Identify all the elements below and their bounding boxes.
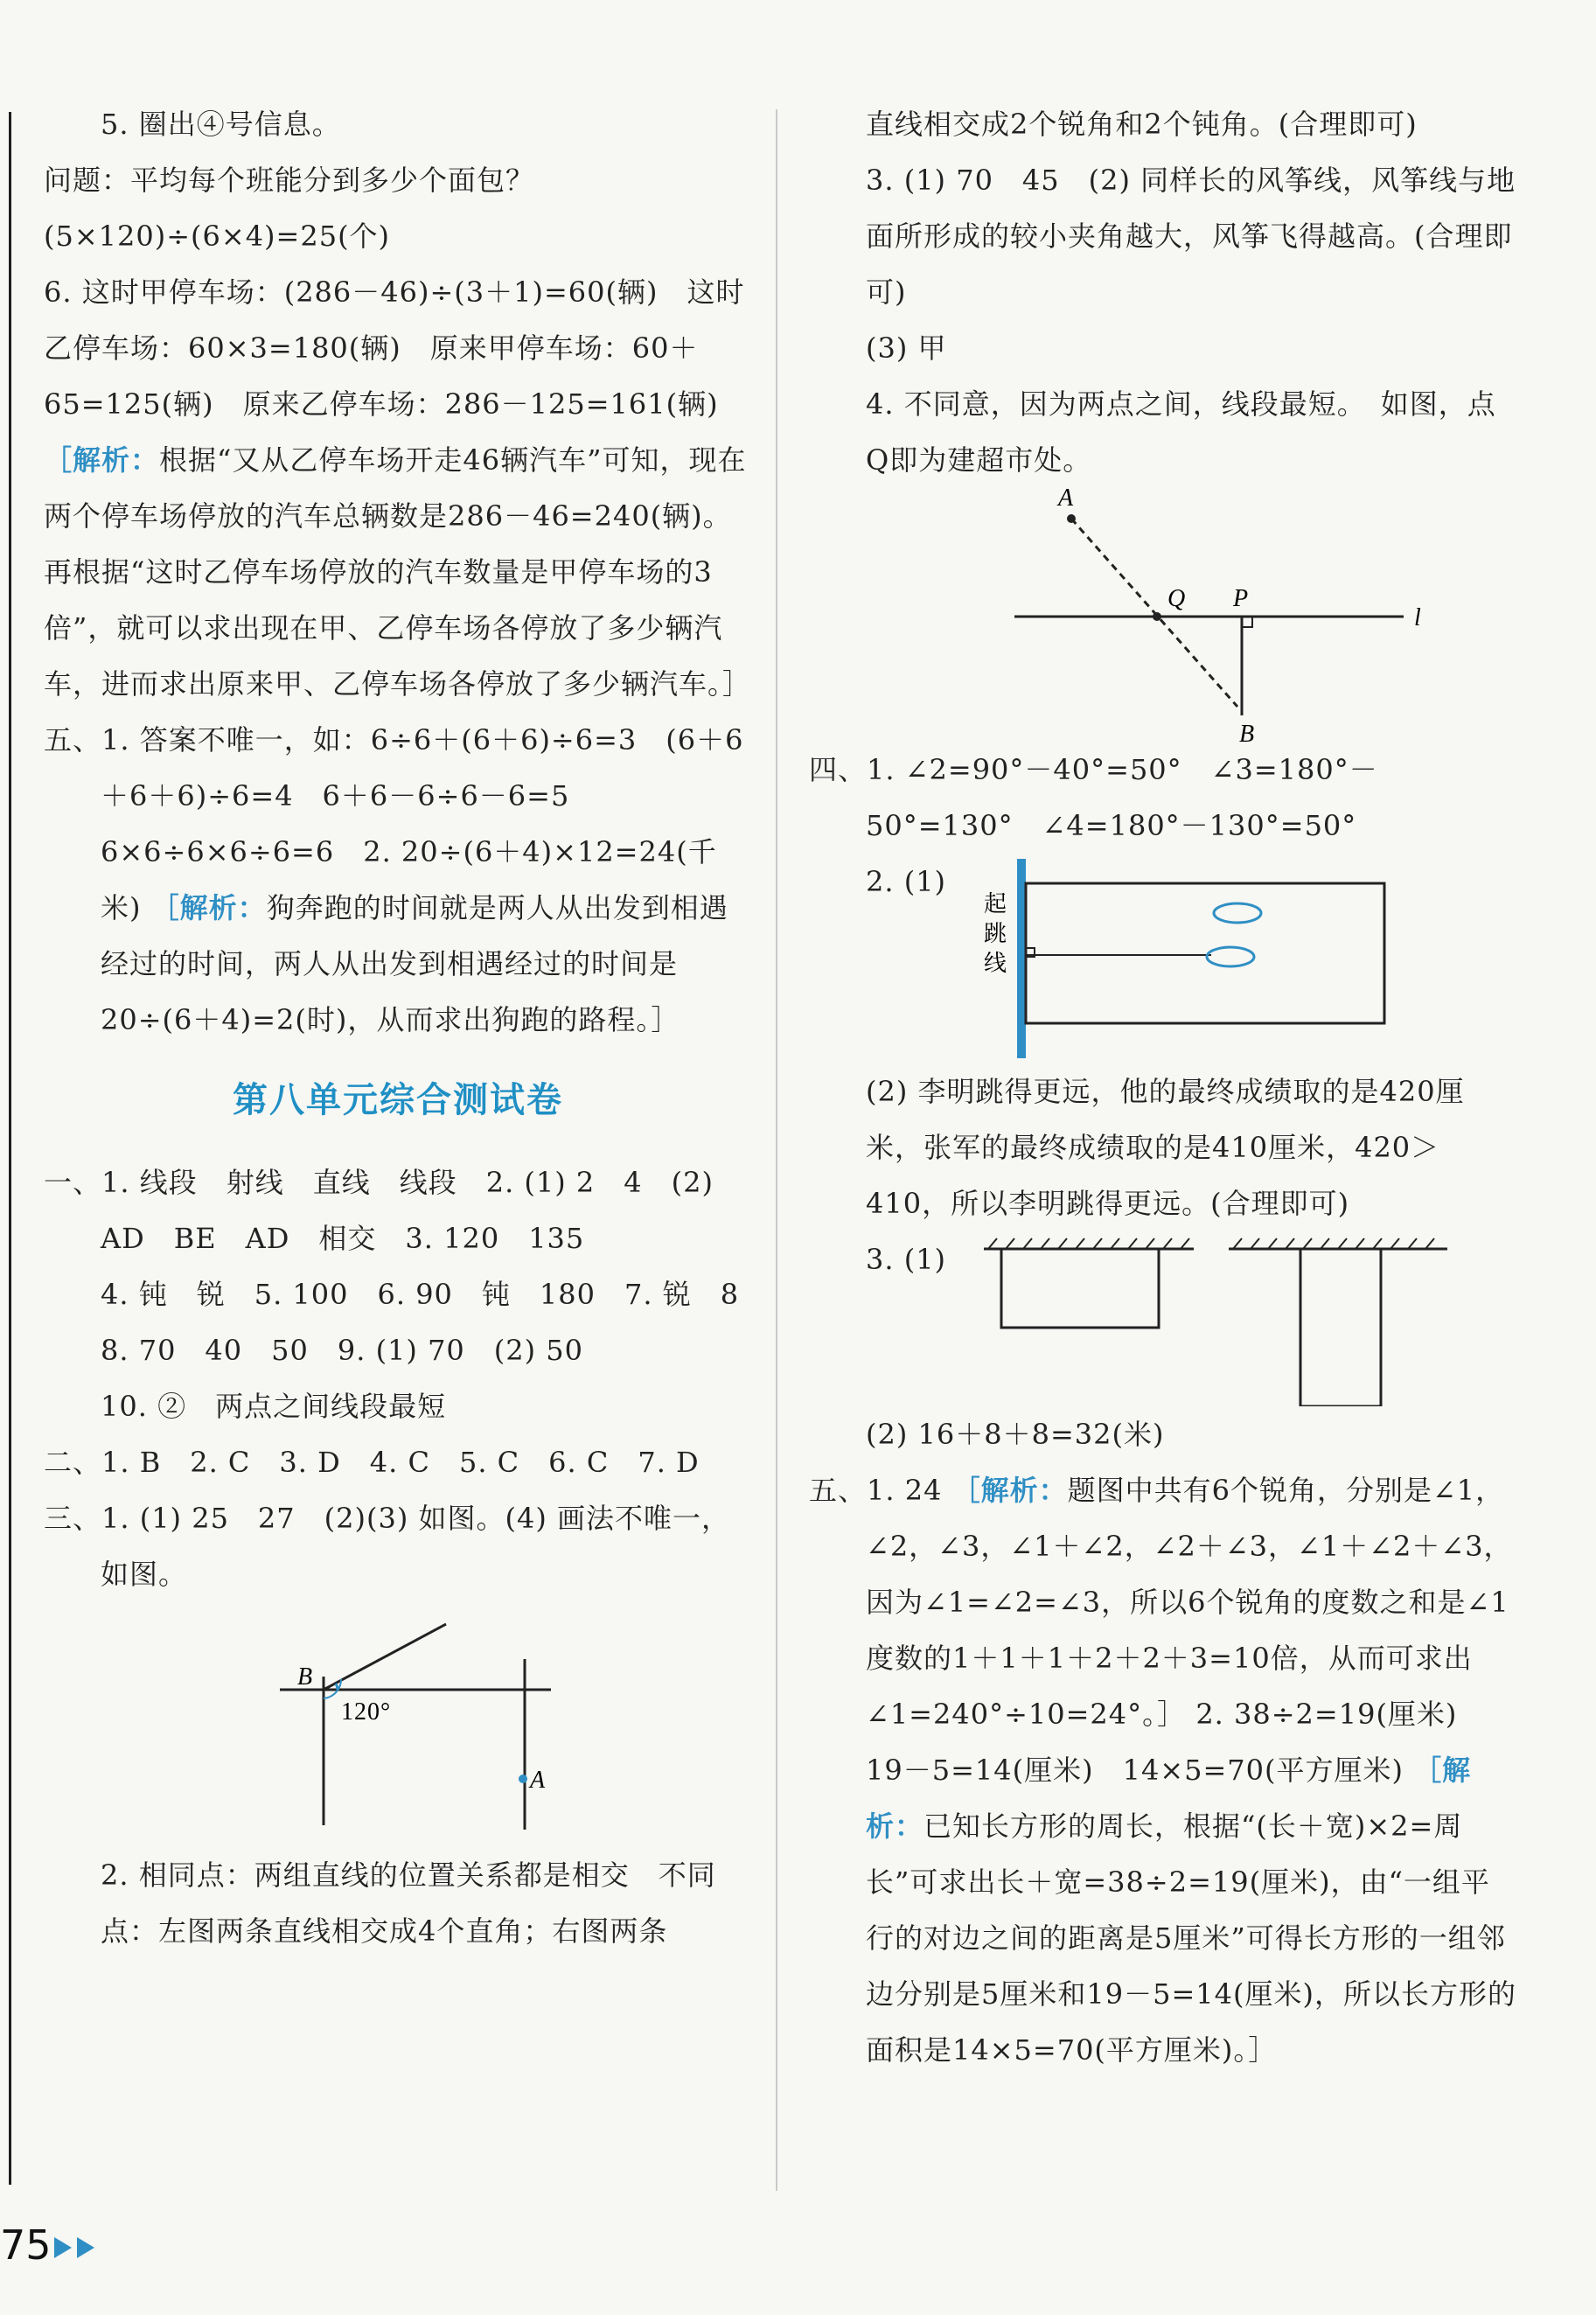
page-number: 75 (0, 2221, 52, 2269)
label-b: B (297, 1663, 314, 1691)
page-edge-bar (9, 112, 11, 2185)
section-3-q2: 2. 相同点：两组直线的位置关系都是相交 不同点：左图两条直线相交成4个直角；右图两条 (101, 1858, 716, 1948)
label-q: Q (1167, 585, 1187, 612)
section-4-q2: (2) 李明跳得更远，他的最终成绩取的是420厘米，张军的最终成绩取的是410厘米，420＞410，所以李明跳得更远。(合理即可) (866, 1075, 1465, 1220)
answer-5-calc: (5×120)÷(6×4)=25(个) (44, 220, 391, 253)
section-1-line-3: 10. ② 两点之间线段最短 (101, 1390, 447, 1423)
section-5-q2-answer: 2. 38÷2=19(厘米) 19－5=14(厘米) 14×5=70(平方厘米) (866, 1698, 1487, 1787)
left-column (44, 96, 769, 1959)
label-angle: 120° (341, 1698, 392, 1726)
segment-ab (1071, 519, 1237, 707)
section-5-q1-analysis: 题图中共有6个锐角，分别是∠1，∠2，∠3，∠1＋∠2，∠2＋∠3，∠1＋∠2＋∠3，因为∠1=∠2=∠3，所以6个锐角的度数之和是∠1度数的1＋1＋1＋2＋2＋3=10倍，从而可求出∠1=240°÷10=24°。］ (866, 1474, 1513, 1731)
analysis-label: ［解析： (44, 443, 160, 477)
next-arrows-icon (54, 2235, 107, 2260)
analysis-label: ［解析： (866, 1754, 1472, 1843)
right-angle-mark (1242, 617, 1252, 627)
label-l: l (1414, 604, 1422, 631)
rectangles-label: 3. (1) (866, 1243, 947, 1276)
long-jump-label: 2. (1) (866, 865, 947, 898)
section-4-q3-2: (2) 16＋8＋8=32(米) (866, 1418, 1165, 1451)
label-a: A (530, 1767, 547, 1794)
point-a-dot (1067, 514, 1076, 523)
section-3: 三、1. (1) 25 27 (2)(3) 如图。(4) 画法不唯一，如图。 (44, 1502, 730, 1591)
analysis-label: ［解析： (951, 1474, 1068, 1507)
wall-1-hatch (988, 1238, 1189, 1249)
section-1-line-2: 4. 钝 锐 5. 100 6. 90 钝 180 7. 锐 8 8. 70 40 50 9. (1) 70 (2) 50 (101, 1278, 769, 1367)
answer-6-analysis: 根据“又从乙停车场开走46辆汽车”可知，现在两个停车场停放的汽车总辆数是286－46=240(辆)。再根据“这时乙停车场停放的汽车数量是甲停车场的3倍”，就可以求出现在甲、乙停车场各停放了多少辆汽车，进而求出原来甲、乙停车场各停放了多少辆汽车。］ (44, 443, 752, 701)
angle-figure (44, 1611, 752, 1838)
right-q3: 3. (1) 70 45 (2) 同样长的风筝线，风筝线与地面所形成的较小夹角越大，风筝飞得越高。(合理即可) (866, 164, 1516, 309)
sand-pit (1026, 883, 1384, 1023)
analysis-label: ［解析： (150, 891, 267, 924)
takeoff-label-3: 线 (984, 951, 1008, 977)
rectangles-block (809, 1231, 1517, 1406)
answer-6-text: 6. 这时甲停车场：(286－46)÷(3＋1)=60(辆) 这时乙停车场：60×3=180(辆) 原来甲停车场：60＋65=125(辆) 原来乙停车场：286－125=161(辆) (44, 275, 745, 421)
rectangle-2 (1300, 1249, 1381, 1406)
footprint-1 (1214, 903, 1261, 923)
right-q3-3: (3) 甲 (866, 331, 947, 365)
unit-title: 第八单元综合测试卷 (233, 1080, 563, 1120)
right-line-1: 直线相交成2个锐角和2个钝角。(合理即可) (866, 108, 1418, 141)
footprint-2 (1207, 947, 1254, 966)
section-2: 二、1. B 2. C 3. D 4. C 5. C 6. C 7. D (44, 1446, 700, 1479)
long-jump-figure (809, 854, 1517, 1063)
long-jump-block (809, 854, 1517, 1063)
section-5-text: 五、1. 答案不唯一，如：6÷6＋(6＋6)÷6=3 (6＋6＋6＋6)÷6=4 6＋6－6÷6－6=5 6×6÷6×6÷6=6 2. 20÷(6＋4)×12=24(千米) (44, 723, 744, 924)
rectangles-figure (809, 1231, 1517, 1406)
label-a: A (1058, 488, 1075, 512)
section-5-analysis: 狗奔跑的时间就是两人从出发到相遇经过的时间，两人从出发到相遇经过的时间是20÷(6＋4)=2(时)，从而求出狗跑的路程。］ (101, 891, 728, 1036)
answer-6 (44, 264, 752, 712)
right-q4: 4. 不同意，因为两点之间，线段最短。 如图，点Q即为建超市处。 (866, 387, 1496, 477)
shortest-path-figure (809, 488, 1517, 750)
section-1-line-1: 一、1. 线段 射线 直线 线段 2. (1) 2 4 (2) AD BE AD 相交 3. 120 135 (44, 1166, 714, 1255)
point-a-dot (519, 1775, 527, 1783)
column-divider (776, 109, 777, 2191)
wall-2-hatch (1233, 1238, 1434, 1249)
takeoff-label-2: 跳 (984, 921, 1008, 947)
section-5-q1-answer: 五、1. 24 (809, 1474, 943, 1507)
rectangle-1 (1001, 1249, 1159, 1328)
answer-5: 5. 圈出④号信息。 (101, 108, 341, 141)
ray-from-b (324, 1624, 446, 1690)
section-5-answers (44, 712, 752, 1048)
label-p: P (1233, 585, 1250, 612)
point-q-dot (1153, 612, 1161, 621)
section-4-q1: 四、1. ∠2=90°－40°=50° ∠3=180°－50°=130° ∠4=180°－130°=50° (809, 753, 1378, 842)
section-5-q1 (809, 1462, 1517, 2078)
answer-5-question: 问题：平均每个班能分到多少个面包？ (44, 164, 535, 197)
section-5-q2-analysis: 已知长方形的周长，根据“(长＋宽)×2=周长”可求出长＋宽=38÷2=19(厘米)，由“一组平行的对边之间的距离是5厘米”可得长方形的一组邻边分别是5厘米和19－5=14(厘米)，所以长方形的面积是14×5=70(平方厘米)。］ (866, 1809, 1516, 2067)
right-column (809, 96, 1517, 2078)
label-b: B (1239, 721, 1256, 748)
takeoff-label-1: 起 (984, 891, 1008, 917)
